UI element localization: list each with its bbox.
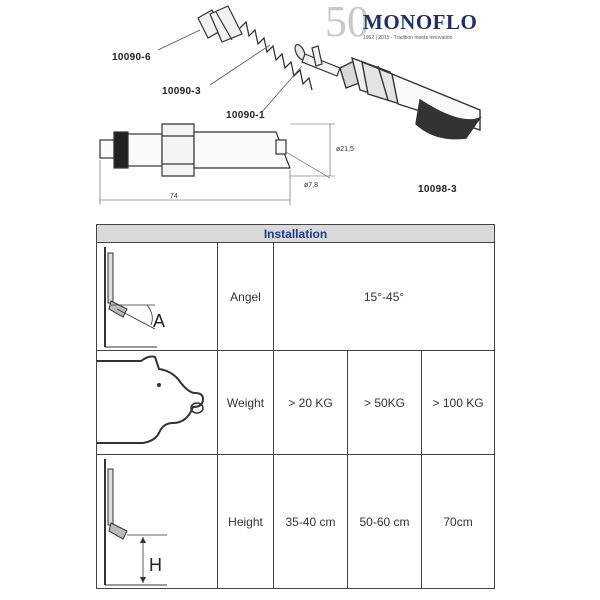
dimension-diameter-large: ø21,5 xyxy=(336,146,354,153)
part-label-10090-1: 10090-1 xyxy=(226,110,265,121)
angle-marker: A xyxy=(153,311,166,331)
height-value-3: 70cm xyxy=(422,455,495,589)
model-number: 10098-3 xyxy=(418,184,457,195)
height-marker: H xyxy=(149,555,162,575)
part-label-10090-6: 10090-6 xyxy=(112,52,151,63)
angle-wall-icon xyxy=(97,243,218,350)
anniversary-50: 50 xyxy=(325,0,369,46)
height-label: Height xyxy=(218,455,274,589)
weight-label: Weight xyxy=(218,351,274,455)
brand-tagline: 1962 | 2015 - Tradition meets Innovation xyxy=(363,35,453,41)
height-wall-icon xyxy=(97,455,218,588)
weight-value-1: > 20 KG xyxy=(274,351,348,455)
height-illustration xyxy=(97,455,218,589)
exploded-parts-diagram xyxy=(0,0,600,220)
pig-illustration xyxy=(97,351,218,455)
angle-illustration xyxy=(97,243,218,351)
part-label-10090-3: 10090-3 xyxy=(162,86,201,97)
side-profile-drawing xyxy=(100,124,290,176)
dimension-length: 74 xyxy=(170,193,178,200)
height-value-2: 50-60 cm xyxy=(348,455,422,589)
brand-logo xyxy=(325,0,495,48)
angle-label: Angel xyxy=(218,243,274,351)
brand-name: MONOFLO xyxy=(363,10,478,34)
pig-icon xyxy=(97,351,218,454)
pin-part xyxy=(302,46,340,76)
height-value-1: 35-40 cm xyxy=(274,455,348,589)
installation-header: Installation xyxy=(97,225,495,243)
nipple-body-part xyxy=(340,58,480,139)
part-leader-lines xyxy=(158,30,302,112)
weight-value-2: > 50KG xyxy=(348,351,422,455)
installation-table xyxy=(96,224,495,589)
dimension-diameter-small: ø7,8 xyxy=(304,182,319,189)
weight-value-3: > 100 KG xyxy=(422,351,495,455)
angle-value: 15°-45° xyxy=(274,243,495,351)
end-cap-part xyxy=(198,6,242,42)
